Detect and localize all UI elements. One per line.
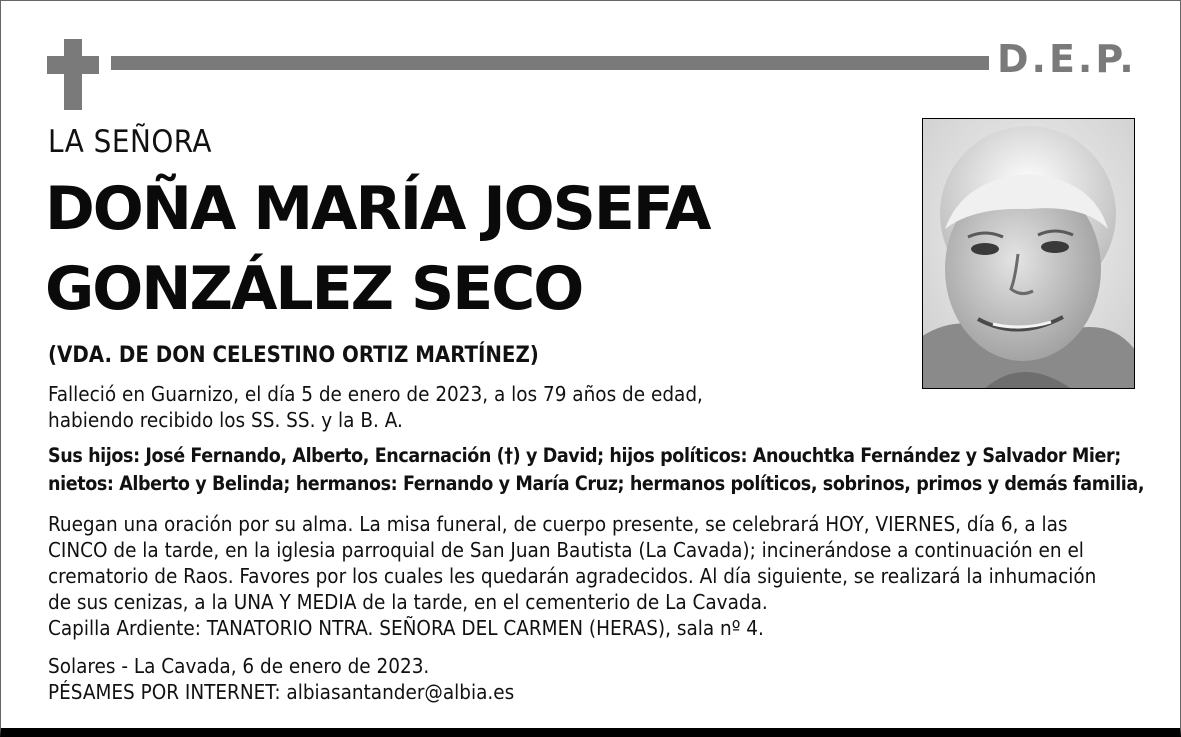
death-line: Falleció en Guarnizo, el día 5 de enero de 2023, a los 79 años de edad, <box>48 382 703 406</box>
family-line: nietos: Alberto y Belinda; hermanos: Fernando y María Cruz; hermanos políticos, sobrinos, primos y demás familia, <box>48 472 1145 495</box>
deceased-name-line1: DOÑA MARÍA JOSEFA <box>45 174 710 244</box>
title-la-senora: LA SEÑORA <box>48 124 212 160</box>
family-line: Sus hijos: José Fernando, Alberto, Encarnación (†) y David; hijos políticos: Anouchtka Fernández y Salvador Mier; <box>48 444 1121 467</box>
portrait-icon <box>923 119 1135 389</box>
widow-of: (VDA. DE DON CELESTINO ORTIZ MARTÍNEZ) <box>48 343 539 368</box>
service-line: crematorio de Raos. Favores por los cuales les quedarán agradecidos. Al día siguiente, se realizará la inhumación <box>48 564 1097 588</box>
service-line: Ruegan una oración por su alma. La misa funeral, de cuerpo presente, se celebrará HOY, VIERNES, día 6, a las <box>48 512 1068 536</box>
condolences-internet: PÉSAMES POR INTERNET: albiasantander@albia.es <box>48 680 515 704</box>
service-line: CINCO de la tarde, en la iglesia parroquial de San Juan Bautista (La Cavada); incinerándose a continuación en el <box>48 538 1084 562</box>
deceased-name-line2: GONZÁLEZ SECO <box>45 254 583 324</box>
service-line: de sus cenizas, a la UNA Y MEDIA de la tarde, en el cementerio de La Cavada. <box>48 590 768 614</box>
header-rule <box>111 56 989 70</box>
dep-label: D.E.P. <box>997 37 1137 81</box>
service-line: Capilla Ardiente: TANATORIO NTRA. SEÑORA DEL CARMEN (HERAS), sala nº 4. <box>48 616 764 640</box>
place-date: Solares - La Cavada, 6 de enero de 2023. <box>48 654 430 678</box>
death-line: habiendo recibido los SS. SS. y la B. A. <box>48 408 403 432</box>
portrait-photo <box>922 118 1135 389</box>
cross-icon <box>47 39 99 110</box>
